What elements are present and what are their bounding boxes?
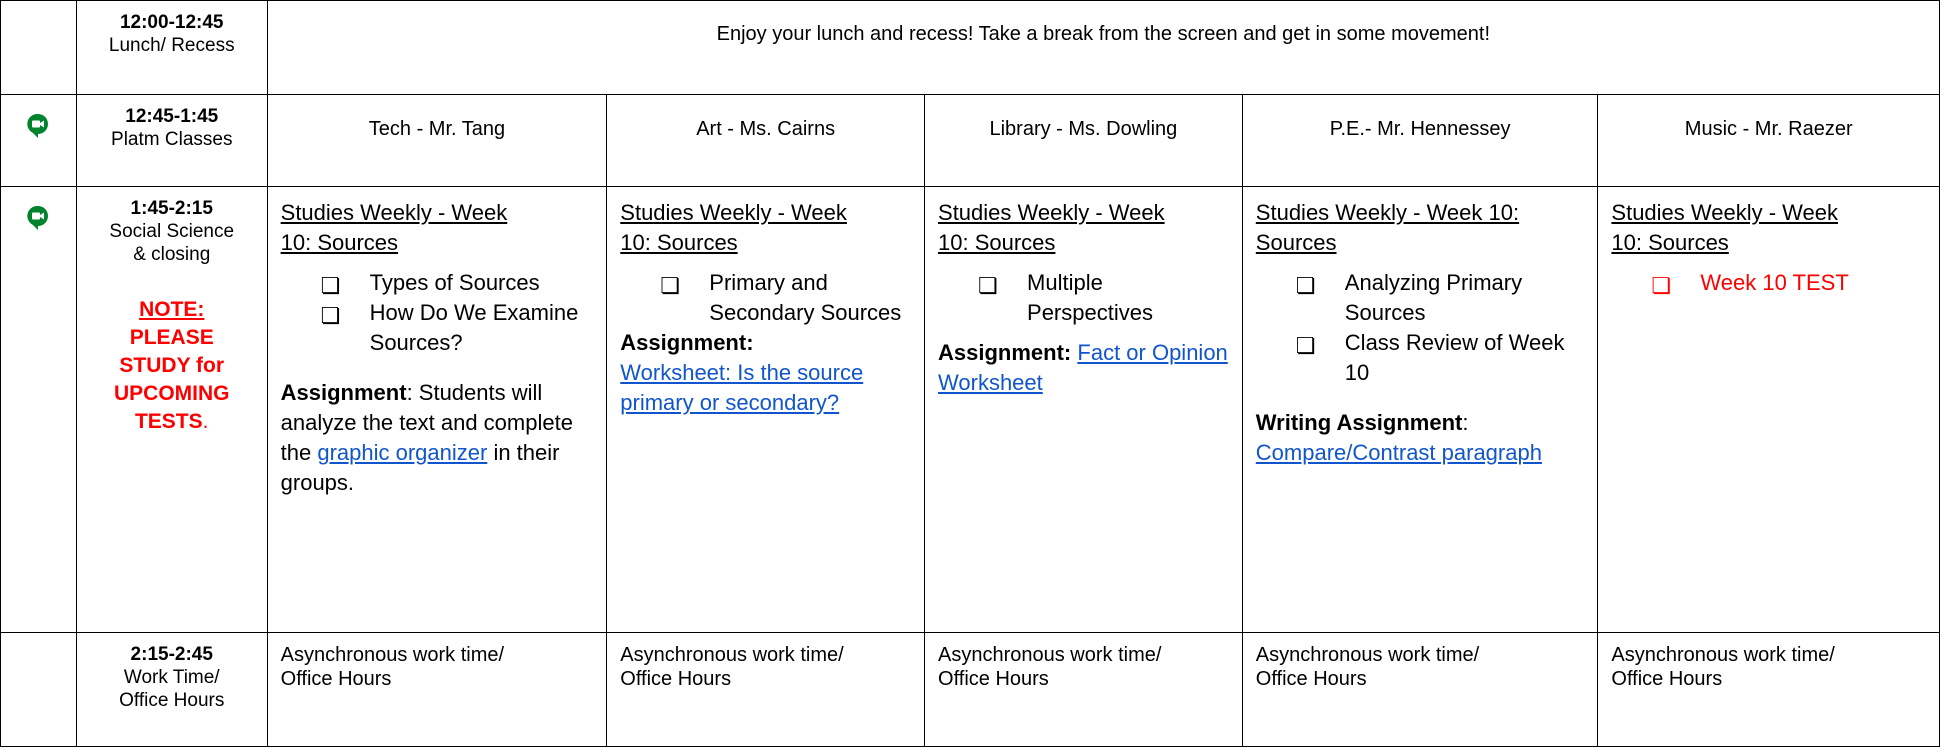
period-label: Lunch/ Recess (108, 35, 235, 56)
item-text: Analyzing Primary Sources (1344, 270, 1523, 325)
class-library: Library - Ms. Dowling (925, 95, 1243, 187)
row-social-science (1, 187, 1940, 633)
note-line: NOTE: (139, 298, 205, 321)
checklist (281, 268, 594, 358)
item-text: Class Review of Week 10 (1344, 330, 1565, 385)
time-cell-social (76, 187, 267, 633)
heading-line: 10: Sources (280, 230, 399, 255)
row-lunch (1, 1, 1940, 95)
assignment-label: Assignment (280, 380, 407, 405)
checkbox-icon[interactable]: ❏ (978, 273, 998, 298)
row-platm (1, 95, 1940, 187)
time-cell-lunch (76, 1, 267, 95)
google-meet-icon[interactable] (27, 205, 49, 236)
icon-cell-empty (1, 633, 77, 747)
list-item (321, 298, 594, 358)
async-cell-tech (267, 633, 607, 747)
heading-line: 10: Sources (620, 230, 738, 255)
time-cell-platm (76, 95, 267, 187)
async-cell-art (607, 633, 925, 747)
async-line: Asynchronous work time/ (938, 644, 1162, 666)
google-meet-icon[interactable] (27, 113, 49, 144)
note-line: STUDY for (119, 354, 225, 377)
compare-contrast-link[interactable]: Compare/Contrast paragraph (1255, 440, 1542, 465)
graphic-organizer-link[interactable]: graphic organizer (317, 440, 488, 465)
checkbox-icon[interactable]: ❏ (1651, 273, 1672, 298)
note-last: TESTS (134, 410, 203, 433)
checklist (938, 268, 1229, 328)
item-text: Primary and Secondary Sources (709, 270, 902, 325)
fact-opinion-link[interactable]: Fact or Opinion Worksheet (938, 340, 1228, 395)
list-item (978, 268, 1229, 328)
lunch-message-text: Enjoy your lunch and recess! Take a break from the screen and get in some movement! (716, 23, 1490, 45)
async-line: Asynchronous work time/ (1255, 644, 1480, 666)
assignment-label: Writing Assignment (1255, 410, 1463, 435)
list-item (1651, 268, 1926, 298)
lesson-cell-art (607, 187, 925, 633)
period-label-1: Work Time/ (123, 667, 220, 688)
class-pe: P.E.- Mr. Hennessey (1242, 95, 1598, 187)
assignment (620, 328, 911, 418)
note-line (77, 408, 267, 436)
async-line: Office Hours (620, 668, 732, 690)
period-label-2: & closing (133, 244, 211, 265)
assignment-label: Assignment: (938, 340, 1072, 365)
lesson-heading (620, 198, 911, 258)
item-text: Types of Sources (369, 270, 540, 295)
period-label: Platm Classes (111, 129, 233, 150)
async-line: Asynchronous work time/ (620, 644, 844, 666)
async-line: Office Hours (280, 668, 392, 690)
study-note (77, 296, 267, 436)
item-text: How Do We Examine Sources? (369, 300, 579, 355)
row-work-time (1, 633, 1940, 747)
note-period: . (202, 410, 209, 433)
note-line: PLEASE (129, 326, 214, 349)
heading-line: 10: Sources (1611, 230, 1729, 255)
item-text: Multiple Perspectives (1027, 270, 1153, 325)
async-cell-music (1598, 633, 1940, 747)
list-item (1296, 328, 1585, 388)
lesson-cell-library (925, 187, 1243, 633)
checklist (620, 268, 911, 328)
checkbox-icon[interactable]: ❏ (320, 303, 341, 328)
heading-line: Studies Weekly - Week (1611, 200, 1839, 225)
period-label-1: Social Science (109, 221, 235, 242)
lesson-heading (1611, 198, 1926, 258)
heading-line: Sources (1255, 230, 1337, 255)
assignment-sep: : (1462, 410, 1469, 435)
lesson-cell-music (1598, 187, 1940, 633)
assignment-text-after: in their groups. (280, 440, 560, 495)
class-tech: Tech - Mr. Tang (267, 95, 607, 187)
time-label: 12:45-1:45 (125, 106, 219, 127)
checklist (1611, 268, 1926, 298)
period-label-2: Office Hours (119, 690, 225, 711)
time-label: 1:45-2:15 (130, 198, 213, 219)
list-item (660, 268, 911, 328)
list-item (321, 268, 594, 298)
heading-line: Studies Weekly - Week (620, 200, 847, 225)
lunch-message (267, 1, 1939, 95)
async-cell-pe (1242, 633, 1598, 747)
checkbox-icon[interactable]: ❏ (660, 273, 681, 298)
time-cell-work (76, 633, 267, 747)
heading-line: Studies Weekly - Week 10: (1255, 200, 1520, 225)
async-line: Asynchronous work time/ (280, 644, 505, 666)
lesson-heading (938, 198, 1229, 258)
time-label: 2:15-2:45 (130, 644, 213, 665)
checkbox-icon[interactable]: ❏ (320, 273, 341, 298)
async-line: Office Hours (1611, 668, 1723, 690)
note-line: UPCOMING (113, 382, 230, 405)
lesson-heading (281, 198, 594, 258)
async-cell-library (925, 633, 1243, 747)
async-line: Office Hours (938, 668, 1049, 690)
heading-line: Studies Weekly - Week (938, 200, 1165, 225)
lesson-cell-pe (1242, 187, 1598, 633)
assignment-text: : Students will analyze the text and complete the (280, 380, 573, 465)
checkbox-icon[interactable]: ❏ (1295, 273, 1316, 298)
lesson-cell-tech (267, 187, 607, 633)
icon-cell (1, 187, 77, 633)
heading-line: 10: Sources (938, 230, 1056, 255)
icon-cell-empty (1, 1, 77, 95)
lesson-heading (1256, 198, 1585, 258)
assignment-label: Assignment: (620, 330, 754, 355)
assignment (281, 378, 594, 498)
async-line: Asynchronous work time/ (1611, 644, 1835, 666)
time-label: 12:00-12:45 (119, 12, 224, 33)
checklist (1256, 268, 1585, 388)
worksheet-link[interactable]: Worksheet: Is the source primary or secondary? (620, 360, 864, 415)
item-text: Week 10 TEST (1700, 270, 1849, 295)
assignment (938, 338, 1229, 398)
async-line: Office Hours (1255, 668, 1367, 690)
class-music: Music - Mr. Raezer (1598, 95, 1940, 187)
assignment (1256, 408, 1585, 468)
icon-cell (1, 95, 77, 187)
heading-line: Studies Weekly - Week (280, 200, 508, 225)
checkbox-icon[interactable]: ❏ (1295, 333, 1316, 358)
list-item (1296, 268, 1585, 328)
class-art: Art - Ms. Cairns (607, 95, 925, 187)
